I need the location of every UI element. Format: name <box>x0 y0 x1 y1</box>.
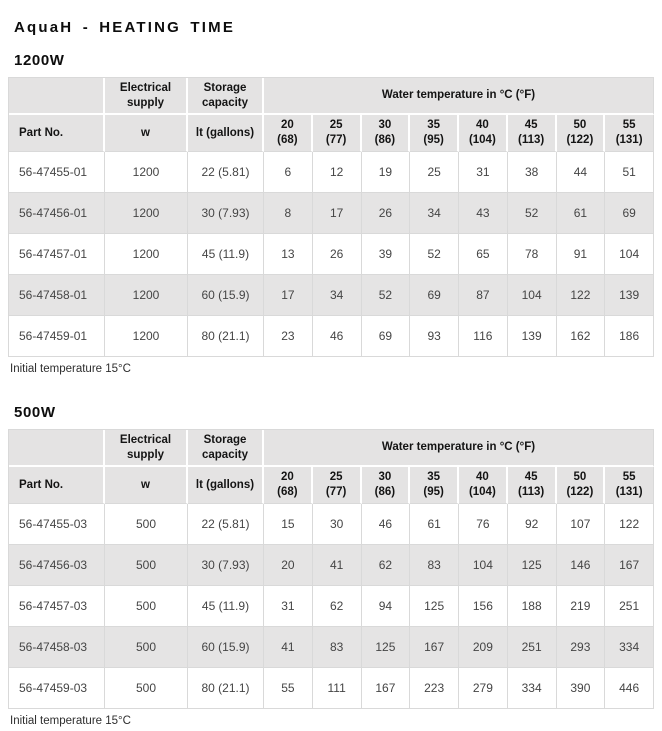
heating-time-cell: 61 <box>557 193 606 234</box>
temp-column-header <box>508 467 557 504</box>
temp-fahrenheit-label: (77) <box>325 486 347 498</box>
capacity-cell: 30 (7.93) <box>188 545 264 586</box>
table-head <box>9 78 654 152</box>
part-no-cell: 56-47457-03 <box>9 586 105 627</box>
temp-celsius-label: 45 <box>524 119 538 132</box>
capacity-cell: 80 (21.1) <box>188 316 264 357</box>
heating-time-cell: 6 <box>264 152 313 193</box>
table-row <box>9 504 654 545</box>
power-cell: 1200 <box>105 193 188 234</box>
temp-fahrenheit-label: (95) <box>423 134 444 146</box>
heating-time-cell: 61 <box>410 504 459 545</box>
temp-fahrenheit-label: (77) <box>325 134 347 146</box>
capacity-cell: 80 (21.1) <box>188 668 264 709</box>
heating-time-cell: 65 <box>459 234 508 275</box>
heating-time-cell: 69 <box>362 316 411 357</box>
heating-time-cell: 111 <box>313 668 362 709</box>
temp-fahrenheit-label: (86) <box>374 486 396 498</box>
temp-column-header <box>459 467 508 504</box>
header-row-units <box>9 467 654 504</box>
temp-fahrenheit-label: (131) <box>615 486 643 498</box>
temp-fahrenheit-label: (68) <box>277 486 298 498</box>
heating-time-cell: 139 <box>605 275 654 316</box>
storage-capacity-header: Storage capacity <box>188 78 264 115</box>
heating-time-cell: 279 <box>459 668 508 709</box>
heating-time-cell: 125 <box>362 627 411 668</box>
heating-time-cell: 12 <box>313 152 362 193</box>
corner-cell <box>9 430 105 467</box>
heating-time-cell: 251 <box>605 586 654 627</box>
temp-celsius-label: 50 <box>573 471 587 484</box>
storage-capacity-header: Storage capacity <box>188 430 264 467</box>
temp-column-header <box>313 115 362 152</box>
part-no-cell: 56-47456-03 <box>9 545 105 586</box>
table-row <box>9 193 654 234</box>
capacity-cell: 60 (15.9) <box>188 275 264 316</box>
temp-column-header <box>313 467 362 504</box>
heating-time-cell: 34 <box>410 193 459 234</box>
heating-time-cell: 125 <box>508 545 557 586</box>
heating-time-cell: 31 <box>459 152 508 193</box>
temp-celsius-label: 25 <box>329 471 343 484</box>
temp-fahrenheit-label: (95) <box>423 486 444 498</box>
heating-time-cell: 55 <box>264 668 313 709</box>
heating-time-cell: 167 <box>605 545 654 586</box>
temp-column-header <box>264 115 313 152</box>
header-row-units <box>9 115 654 152</box>
table-row <box>9 627 654 668</box>
temp-fahrenheit-label: (113) <box>518 486 545 498</box>
power-cell: 500 <box>105 586 188 627</box>
initial-temperature-note: Initial temperature 15°C <box>10 363 131 375</box>
heating-time-cell: 41 <box>264 627 313 668</box>
heating-time-cell: 390 <box>557 668 606 709</box>
heating-time-cell: 122 <box>557 275 606 316</box>
heating-time-cell: 156 <box>459 586 508 627</box>
heating-time-cell: 94 <box>362 586 411 627</box>
temp-fahrenheit-label: (104) <box>468 134 496 146</box>
temp-celsius-label: 55 <box>622 119 636 132</box>
temp-celsius-label: 40 <box>475 119 489 132</box>
heating-time-cell: 104 <box>508 275 557 316</box>
temp-column-header <box>605 467 654 504</box>
heating-time-cell: 38 <box>508 152 557 193</box>
heating-time-cell: 93 <box>410 316 459 357</box>
heating-time-cell: 26 <box>362 193 411 234</box>
part-no-cell: 56-47456-01 <box>9 193 105 234</box>
heating-time-cell: 209 <box>459 627 508 668</box>
capacity-cell: 60 (15.9) <box>188 627 264 668</box>
power-cell: 500 <box>105 627 188 668</box>
table-row <box>9 152 654 193</box>
header-row-groups <box>9 78 654 115</box>
heating-time-cell: 26 <box>313 234 362 275</box>
datasheet-page <box>0 19 662 727</box>
water-temperature-header: Water temperature in °C (°F) <box>264 430 654 467</box>
temp-fahrenheit-label: (86) <box>374 134 396 146</box>
heating-time-cell: 116 <box>459 316 508 357</box>
water-temperature-header: Water temperature in °C (°F) <box>264 78 654 115</box>
capacity-cell: 22 (5.81) <box>188 504 264 545</box>
corner-cell <box>9 78 105 115</box>
heating-time-cell: 223 <box>410 668 459 709</box>
heating-time-cell: 17 <box>313 193 362 234</box>
heating-time-cell: 8 <box>264 193 313 234</box>
heating-time-cell: 76 <box>459 504 508 545</box>
heating-time-cell: 23 <box>264 316 313 357</box>
table-row <box>9 545 654 586</box>
heating-time-cell: 188 <box>508 586 557 627</box>
temp-fahrenheit-label: (122) <box>566 134 594 146</box>
temp-fahrenheit-label: (113) <box>518 134 545 146</box>
temp-celsius-label: 35 <box>427 471 441 484</box>
power-cell: 1200 <box>105 152 188 193</box>
heating-time-cell: 46 <box>313 316 362 357</box>
heating-time-cell: 334 <box>508 668 557 709</box>
heating-time-cell: 52 <box>508 193 557 234</box>
power-unit-header: w <box>105 115 188 152</box>
temp-celsius-label: 55 <box>622 471 636 484</box>
table-row <box>9 275 654 316</box>
heating-time-cell: 219 <box>557 586 606 627</box>
temp-column-header <box>508 115 557 152</box>
temp-celsius-label: 20 <box>280 119 294 132</box>
temp-fahrenheit-label: (131) <box>615 134 643 146</box>
part-no-cell: 56-47455-03 <box>9 504 105 545</box>
heating-time-table-1200w <box>8 77 654 357</box>
header-row-groups <box>9 430 654 467</box>
page-title: AquaH - HEATING TIME <box>14 19 236 36</box>
table-body <box>9 504 654 709</box>
part-no-header: Part No. <box>9 115 105 152</box>
temp-celsius-label: 45 <box>524 471 538 484</box>
capacity-cell: 22 (5.81) <box>188 152 264 193</box>
temp-column-header <box>557 467 606 504</box>
heating-time-cell: 334 <box>605 627 654 668</box>
power-cell: 500 <box>105 668 188 709</box>
section-title-1200w: 1200W <box>14 52 65 69</box>
part-no-cell: 56-47459-03 <box>9 668 105 709</box>
part-no-cell: 56-47457-01 <box>9 234 105 275</box>
heating-time-cell: 107 <box>557 504 606 545</box>
part-no-cell: 56-47458-01 <box>9 275 105 316</box>
capacity-cell: 45 (11.9) <box>188 234 264 275</box>
initial-temperature-note: Initial temperature 15°C <box>10 715 131 727</box>
heating-time-cell: 62 <box>313 586 362 627</box>
heating-time-cell: 46 <box>362 504 411 545</box>
power-cell: 1200 <box>105 234 188 275</box>
part-no-header: Part No. <box>9 467 105 504</box>
capacity-cell: 45 (11.9) <box>188 586 264 627</box>
heating-time-cell: 104 <box>459 545 508 586</box>
heating-time-cell: 91 <box>557 234 606 275</box>
electrical-supply-header: Electrical supply <box>105 430 188 467</box>
heating-time-cell: 39 <box>362 234 411 275</box>
power-cell: 500 <box>105 545 188 586</box>
heating-time-cell: 19 <box>362 152 411 193</box>
heating-time-cell: 43 <box>459 193 508 234</box>
section-500w <box>8 404 654 727</box>
heating-time-cell: 51 <box>605 152 654 193</box>
heating-time-table-500w <box>8 429 654 709</box>
capacity-cell: 30 (7.93) <box>188 193 264 234</box>
heating-time-cell: 83 <box>313 627 362 668</box>
heating-time-cell: 122 <box>605 504 654 545</box>
part-no-cell: 56-47459-01 <box>9 316 105 357</box>
heating-time-cell: 78 <box>508 234 557 275</box>
temp-celsius-label: 30 <box>378 119 392 132</box>
heating-time-cell: 20 <box>264 545 313 586</box>
section-1200w <box>8 52 654 375</box>
temp-celsius-label: 50 <box>573 119 587 132</box>
power-cell: 1200 <box>105 275 188 316</box>
heating-time-cell: 146 <box>557 545 606 586</box>
heating-time-cell: 25 <box>410 152 459 193</box>
heating-time-cell: 92 <box>508 504 557 545</box>
heating-time-cell: 83 <box>410 545 459 586</box>
heating-time-cell: 31 <box>264 586 313 627</box>
heating-time-cell: 167 <box>362 668 411 709</box>
heating-time-cell: 41 <box>313 545 362 586</box>
temp-fahrenheit-label: (104) <box>468 486 496 498</box>
heating-time-cell: 87 <box>459 275 508 316</box>
heating-time-cell: 62 <box>362 545 411 586</box>
power-cell: 1200 <box>105 316 188 357</box>
heating-time-cell: 162 <box>557 316 606 357</box>
heating-time-cell: 167 <box>410 627 459 668</box>
table-row <box>9 316 654 357</box>
heating-time-cell: 69 <box>605 193 654 234</box>
table-row <box>9 586 654 627</box>
power-cell: 500 <box>105 504 188 545</box>
temp-column-header <box>605 115 654 152</box>
electrical-supply-header: Electrical supply <box>105 78 188 115</box>
temp-column-header <box>557 115 606 152</box>
power-unit-header: w <box>105 467 188 504</box>
heating-time-cell: 139 <box>508 316 557 357</box>
heating-time-cell: 30 <box>313 504 362 545</box>
temp-column-header <box>264 467 313 504</box>
temp-celsius-label: 30 <box>378 471 392 484</box>
heating-time-cell: 69 <box>410 275 459 316</box>
temp-fahrenheit-label: (122) <box>566 486 594 498</box>
part-no-cell: 56-47455-01 <box>9 152 105 193</box>
temp-celsius-label: 35 <box>427 119 441 132</box>
heating-time-cell: 15 <box>264 504 313 545</box>
table-body <box>9 152 654 357</box>
heating-time-cell: 52 <box>410 234 459 275</box>
heating-time-cell: 34 <box>313 275 362 316</box>
capacity-unit-header: lt (gallons) <box>188 115 264 152</box>
temp-column-header <box>410 115 459 152</box>
heating-time-cell: 293 <box>557 627 606 668</box>
heating-time-cell: 186 <box>605 316 654 357</box>
temp-column-header <box>362 467 411 504</box>
table-head <box>9 430 654 504</box>
temp-column-header <box>362 115 411 152</box>
temp-celsius-label: 25 <box>329 119 343 132</box>
temp-celsius-label: 40 <box>475 471 489 484</box>
temp-column-header <box>459 115 508 152</box>
heating-time-cell: 125 <box>410 586 459 627</box>
capacity-unit-header: lt (gallons) <box>188 467 264 504</box>
heating-time-cell: 52 <box>362 275 411 316</box>
heating-time-cell: 104 <box>605 234 654 275</box>
temp-celsius-label: 20 <box>280 471 294 484</box>
temp-fahrenheit-label: (68) <box>277 134 298 146</box>
heating-time-cell: 446 <box>605 668 654 709</box>
temp-column-header <box>410 467 459 504</box>
section-title-500w: 500W <box>14 404 56 421</box>
heating-time-cell: 44 <box>557 152 606 193</box>
table-row <box>9 234 654 275</box>
part-no-cell: 56-47458-03 <box>9 627 105 668</box>
table-row <box>9 668 654 709</box>
heating-time-cell: 251 <box>508 627 557 668</box>
heating-time-cell: 17 <box>264 275 313 316</box>
heating-time-cell: 13 <box>264 234 313 275</box>
